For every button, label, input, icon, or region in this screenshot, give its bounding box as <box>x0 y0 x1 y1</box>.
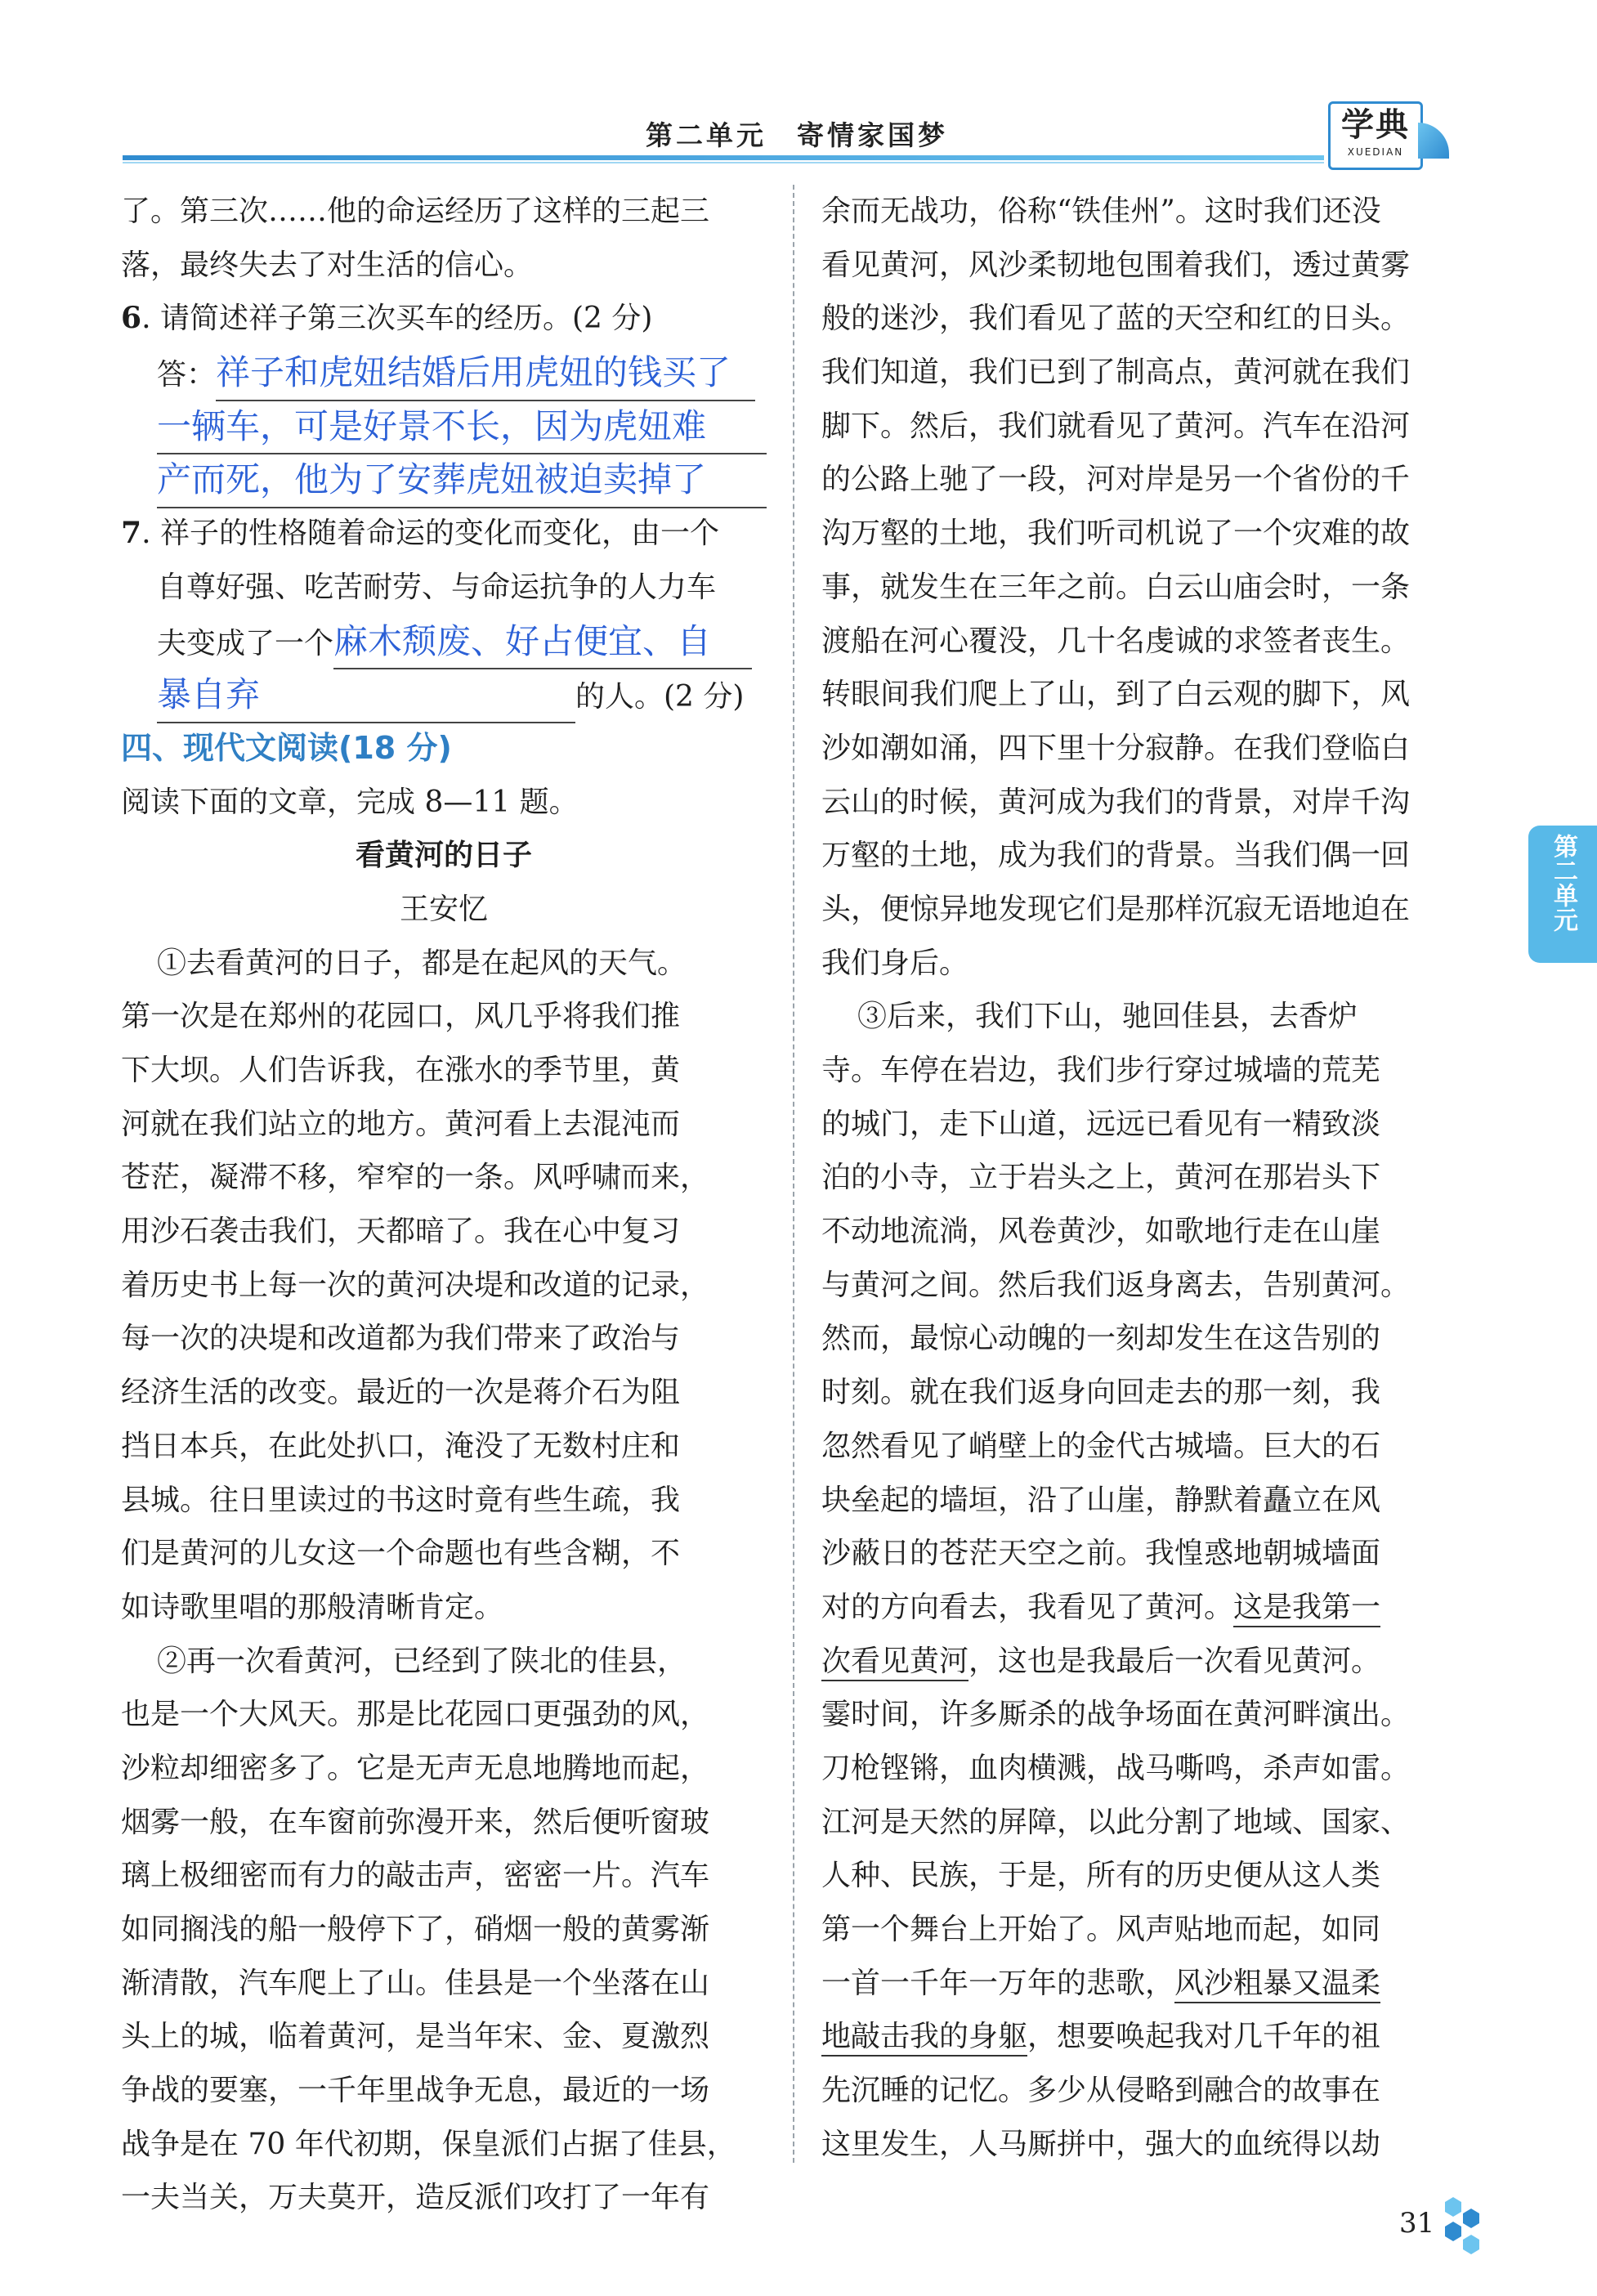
text-line <box>121 1635 767 1689</box>
body-text: 烟雾一般，在车窗前弥漫开来，然后便听窗玻 <box>121 1805 710 1839</box>
body-text: 霎时间，许多厮杀的战争场面在黄河畔演出。 <box>821 1698 1411 1732</box>
body-text: 转眼间我们爬上了山，到了白云观的脚下，风 <box>821 678 1411 712</box>
body-text: 一首一千年一万年的悲歌， <box>821 1966 1175 2000</box>
right-column <box>821 185 1471 2171</box>
text-line <box>121 776 767 830</box>
body-text: 对的方向看去，我看见了黄河。 <box>821 1590 1234 1624</box>
body-text: 一夫当关，万夫莫开，造反派们攻打了一年有 <box>121 2181 710 2215</box>
text-line <box>821 1420 1471 1474</box>
body-text: 每一次的决堤和改道都为我们带来了政治与 <box>121 1322 681 1356</box>
text-line <box>821 185 1471 239</box>
text-line <box>821 1259 1471 1313</box>
body-text: 寺。车停在岩边，我们步行穿过城墙的荒芜 <box>821 1054 1381 1087</box>
text-line <box>821 1742 1471 1796</box>
text-line <box>121 1688 767 1742</box>
body-text: 余而无战功，俗称“铁佳州”。这时我们还没 <box>821 195 1381 228</box>
body-text: 头上的城，临着黄河，是当年宋、金、夏激烈 <box>121 2020 710 2054</box>
text-line <box>821 937 1471 991</box>
body-text: 沙蔽日的苍茫天空之前。我惶惑地朝城墙面 <box>821 1537 1381 1571</box>
body-text: ①去看黄河的日子，都是在起风的天气。 <box>157 946 687 980</box>
handwritten-answer: 一辆车，可是好景不长，因为虎妞难 <box>157 400 767 455</box>
left-column <box>121 185 767 2225</box>
underlined-text: 次看见黄河 <box>821 1645 968 1681</box>
body-text: 了。第三次……他的命运经历了这样的三起三 <box>121 195 710 228</box>
column-divider <box>793 185 794 2163</box>
text-line <box>121 400 767 454</box>
underlined-text: 这是我第一 <box>1233 1591 1380 1627</box>
text-line <box>821 1527 1471 1581</box>
question-number: 7 <box>121 516 142 551</box>
text-line <box>821 2010 1471 2064</box>
answer-prefix: 答： <box>157 358 217 392</box>
text-line <box>121 883 767 937</box>
body-text: ，这也是我最后一次看见黄河。 <box>968 1644 1381 1678</box>
article-author: 王安忆 <box>399 892 488 926</box>
body-text: 的公路上驰了一段，河对岸是另一个省份的千 <box>821 463 1411 497</box>
text-line <box>121 990 767 1044</box>
side-tab-label: 第二单元 <box>1549 834 1577 932</box>
text-line <box>121 1796 767 1850</box>
body-text: 沟万壑的土地，我们听司机说了一个灾难的故 <box>821 517 1411 551</box>
body-text: 下大坝。人们告诉我，在涨水的季节里，黄 <box>121 1054 681 1087</box>
text-line <box>121 668 767 722</box>
text-line <box>821 615 1471 669</box>
text-line <box>121 1742 767 1796</box>
body-text: 人种、民族，于是，所有的历史便从这人类 <box>821 1859 1381 1893</box>
fill-suffix: 的人。(2 分) <box>575 680 745 714</box>
logo-swoosh-icon <box>1418 123 1449 159</box>
text-line <box>121 937 767 991</box>
text-line <box>121 507 767 561</box>
handwritten-answer: 产而死，他为了安葬虎妞被迫卖掉了 <box>157 453 767 508</box>
text-line <box>821 829 1471 883</box>
header-rule <box>123 155 1324 160</box>
text-line <box>821 1474 1471 1528</box>
body-text: 般的迷沙，我们看见了蓝的天空和红的日头。 <box>821 302 1411 336</box>
body-text: 忽然看见了峭壁上的金代古城墙。巨大的石 <box>821 1429 1381 1463</box>
text-line <box>821 1205 1471 1259</box>
body-text: 云山的时候，黄河成为我们的背景，对岸千沟 <box>821 785 1411 819</box>
logo-main-text: 学典 <box>1341 105 1410 144</box>
body-text: 与黄河之间。然后我们返身离去，告别黄河。 <box>821 1268 1411 1302</box>
header-rule-thin <box>123 162 1324 163</box>
handwritten-answer: 祥子和虎妞结婚后用虎妞的钱买了 <box>216 346 755 401</box>
text-line <box>821 2064 1471 2118</box>
page-number: 31 <box>1399 2207 1435 2240</box>
body-text: 挡日本兵，在此处扒口，淹没了无数村庄和 <box>121 1429 681 1463</box>
text-line <box>821 776 1471 830</box>
body-text: 沙如潮如涌，四下里十分寂静。在我们登临白 <box>821 731 1411 765</box>
body-text: 沙粒却细密多了。它是无声无息地腾地而起， <box>121 1751 710 1785</box>
text-line <box>821 668 1471 722</box>
text-line <box>121 1151 767 1205</box>
text-line <box>121 1581 767 1635</box>
text-line <box>821 1044 1471 1098</box>
text-line <box>121 561 767 615</box>
handwritten-answer: 暴自弃 <box>157 668 575 723</box>
body-text: 脚下。然后，我们就看见了黄河。汽车在沿河 <box>821 409 1411 443</box>
body-text: 时刻。就在我们返身向回走去的那一刻，我 <box>821 1376 1381 1410</box>
body-text: ③后来，我们下山，驰回佳县，去香炉 <box>857 1000 1358 1034</box>
text-line <box>821 1957 1471 2011</box>
question-number: 6 <box>121 301 142 336</box>
body-text: 江河是天然的屏障，以此分割了地域、国家、 <box>821 1805 1411 1839</box>
article-title: 看黄河的日子 <box>355 839 532 873</box>
question-text: . 祥子的性格随着命运的变化而变化，由一个 <box>141 517 719 551</box>
text-line <box>121 1957 767 2011</box>
text-line <box>121 1474 767 1528</box>
side-tab-unit[interactable] <box>1528 826 1597 963</box>
text-line <box>821 239 1471 293</box>
text-line <box>121 1903 767 1957</box>
body-text: 泊的小寺，立于岩头之上，黄河在那岩头下 <box>821 1161 1381 1195</box>
body-text: 落，最终失去了对生活的信心。 <box>121 248 534 282</box>
body-text: 块垒起的墙垣，沿了山崖，静默着矗立在风 <box>821 1483 1381 1517</box>
body-text: 我们知道，我们已到了制高点，黄河就在我们 <box>821 356 1411 390</box>
body-text: 也是一个大风天。那是比花园口更强劲的风， <box>121 1698 710 1732</box>
text-line <box>121 1312 767 1366</box>
body-text: 这里发生，人马厮拼中，强大的血统得以劫 <box>821 2127 1381 2161</box>
text-line <box>121 829 767 883</box>
body-text: 的城门，走下山道，远远已看见有一精致淡 <box>821 1107 1381 1141</box>
text-line <box>821 1312 1471 1366</box>
hexagon-dots-icon <box>1437 2197 1486 2254</box>
body-text: 河就在我们站立的地方。黄河看上去混沌而 <box>121 1107 681 1141</box>
text-line <box>121 615 767 669</box>
body-text: 着历史书上每一次的黄河决堤和改道的记录， <box>121 1268 710 1302</box>
text-line <box>821 1796 1471 1850</box>
body-text: 苍茫，凝滞不移，窄窄的一条。风呼啸而来， <box>121 1161 710 1195</box>
logo-sub-text: XUEDIAN <box>1347 146 1404 158</box>
section-heading: 四、现代文阅读(18 分) <box>121 729 452 766</box>
text-line <box>121 1259 767 1313</box>
body-text: 经济生活的改变。最近的一次是蒋介石为阻 <box>121 1376 681 1410</box>
text-line <box>121 1527 767 1581</box>
text-line <box>121 1366 767 1420</box>
body-text: 第一次是在郑州的花园口，风几乎将我们推 <box>121 1000 681 1034</box>
text-line <box>821 507 1471 561</box>
body-text: 然而，最惊心动魄的一刻却发生在这告别的 <box>821 1322 1381 1356</box>
text-line <box>821 2118 1471 2172</box>
body-text: 先沉睡的记忆。多少从侵略到融合的故事在 <box>821 2074 1381 2108</box>
body-text: 刀枪铿锵，血肉横溅，战马嘶鸣，杀声如雷。 <box>821 1751 1411 1785</box>
text-line <box>821 561 1471 615</box>
body-text: 看见黄河，风沙柔韧地包围着我们，透过黄雾 <box>821 248 1411 282</box>
text-line <box>821 292 1471 346</box>
fill-prefix: 夫变成了一个 <box>157 626 334 660</box>
body-text: 阅读下面的文章，完成 8—11 题。 <box>121 785 579 819</box>
body-text: 如同搁浅的船一般停下了，硝烟一般的黄雾渐 <box>121 1913 710 1946</box>
body-text: 万壑的土地，成为我们的背景。当我们偶一回 <box>821 839 1411 873</box>
underlined-text: 地敲击我的身躯 <box>821 2020 1027 2057</box>
text-line <box>821 722 1471 776</box>
text-line <box>821 1098 1471 1152</box>
text-line <box>121 1044 767 1098</box>
body-text: 头，便惊异地发现它们是那样沉寂无语地迫在 <box>821 892 1411 926</box>
text-line <box>121 453 767 507</box>
header-title: 第二单元 寄情家国梦 <box>646 119 948 151</box>
handwritten-answer: 麻木颓废、好占便宜、自 <box>333 615 752 670</box>
body-text: ②再一次看黄河，已经到了陕北的佳县， <box>157 1644 687 1678</box>
text-line <box>121 722 767 776</box>
body-text: 渡船在河心覆没，几十名虔诚的求签者丧生。 <box>821 624 1411 658</box>
body-text: 战争是在 70 年代初期，保皇派们占据了佳县， <box>121 2127 736 2161</box>
text-line <box>121 2118 767 2172</box>
body-text: ，想要唤起我对几千年的祖 <box>1027 2020 1381 2054</box>
body-text: 自尊好强、吃苦耐劳、与命运抗争的人力车 <box>157 570 717 604</box>
text-line <box>821 346 1471 400</box>
text-line <box>121 185 767 239</box>
body-text: 用沙石袭击我们，天都暗了。我在心中复习 <box>121 1215 681 1249</box>
text-line <box>121 239 767 293</box>
body-text: 事，就发生在三年之前。白云山庙会时，一条 <box>821 570 1411 604</box>
text-line <box>821 1581 1471 1635</box>
text-line <box>121 2171 767 2225</box>
body-text: 如诗歌里唱的那般清晰肯定。 <box>121 1590 504 1624</box>
body-text: 争战的要塞，一千年里战争无息，最近的一场 <box>121 2074 710 2108</box>
text-line <box>121 1849 767 1903</box>
text-line <box>821 883 1471 937</box>
body-text: 们是黄河的儿女这一个命题也有些含糊，不 <box>121 1537 681 1571</box>
body-text: 璃上极细密而有力的敲击声，密密一片。汽车 <box>121 1859 710 1893</box>
body-text: 不动地流淌，风卷黄沙，如歌地行走在山崖 <box>821 1215 1381 1249</box>
text-line <box>821 453 1471 507</box>
text-line <box>821 1151 1471 1205</box>
text-line <box>121 292 767 346</box>
text-line <box>821 1688 1471 1742</box>
body-text: 我们身后。 <box>821 946 969 980</box>
text-line <box>821 1849 1471 1903</box>
text-line <box>121 1420 767 1474</box>
text-line <box>121 346 767 400</box>
text-line <box>821 1366 1471 1420</box>
body-text: 渐清散，汽车爬上了山。佳县是一个坐落在山 <box>121 1966 710 2000</box>
body-text: 县城。往日里读过的书这时竟有些生疏，我 <box>121 1483 681 1517</box>
text-line <box>121 1205 767 1259</box>
underlined-text: 风沙粗暴又温柔 <box>1174 1967 1380 2003</box>
question-text: . 请简述祥子第三次买车的经历。(2 分) <box>141 302 653 336</box>
text-line <box>821 1635 1471 1689</box>
text-line <box>821 1903 1471 1957</box>
body-text: 第一个舞台上开始了。风声贴地而起，如同 <box>821 1913 1381 1946</box>
brand-logo <box>1328 101 1423 170</box>
text-line <box>121 2010 767 2064</box>
text-line <box>821 990 1471 1044</box>
text-line <box>821 400 1471 454</box>
text-line <box>121 1098 767 1152</box>
text-line <box>121 2064 767 2118</box>
